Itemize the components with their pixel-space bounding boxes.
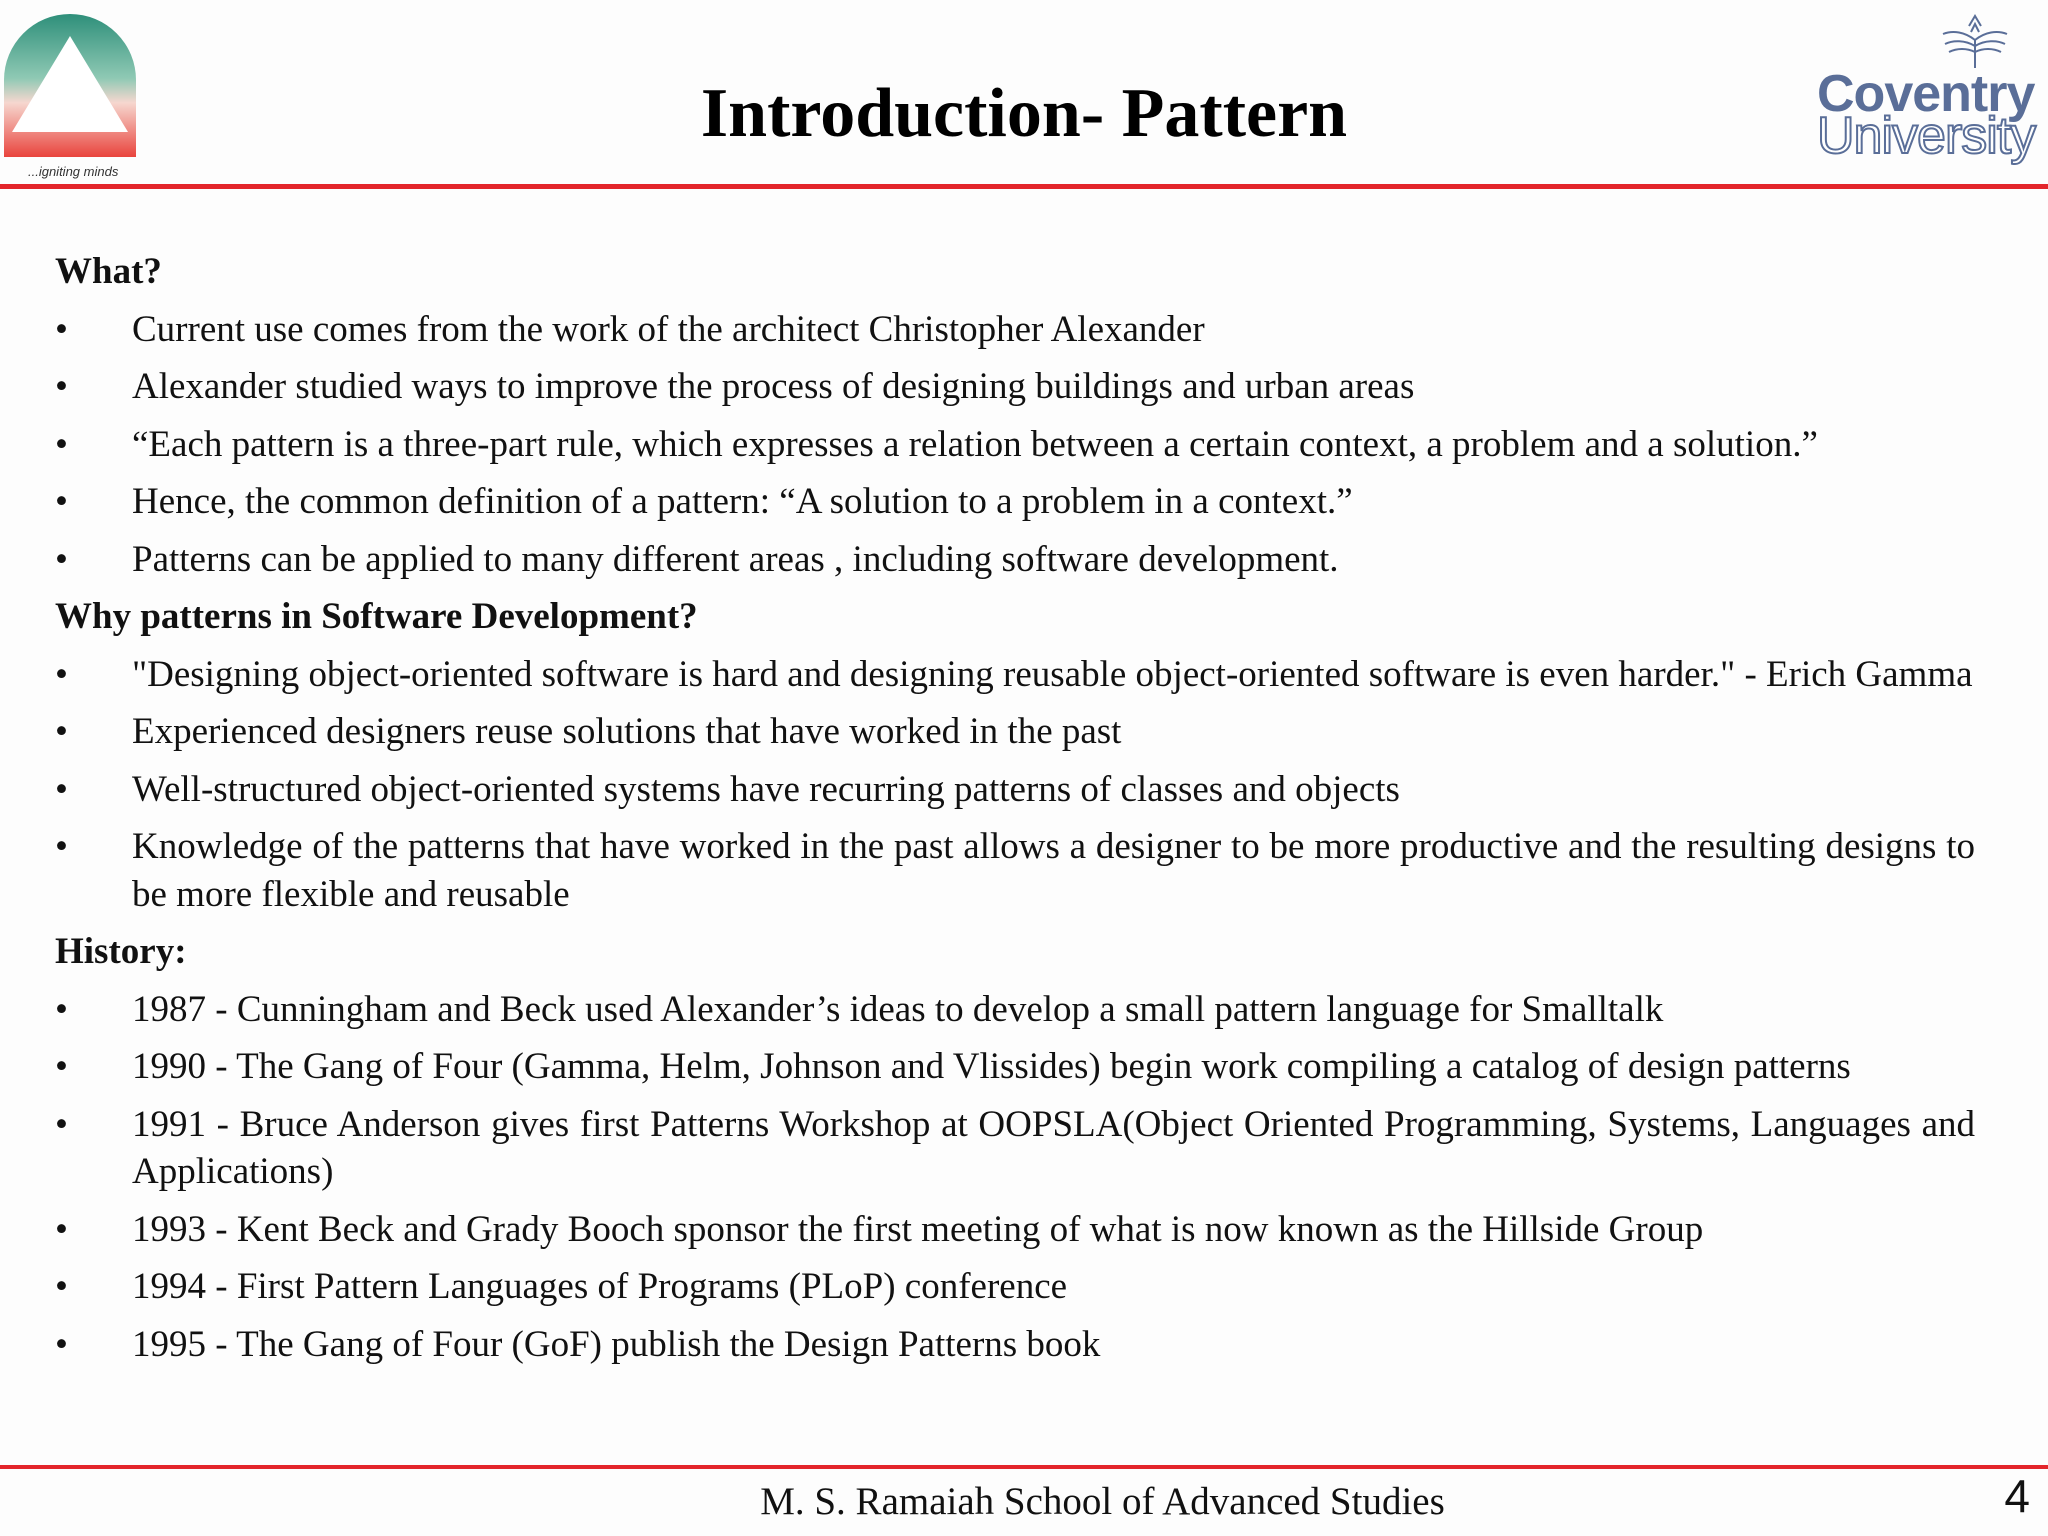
- bullet-dot-icon: •: [55, 1323, 68, 1365]
- bullet-text: Well-structured object-oriented systems have recurring patterns of classes and objects: [132, 768, 1400, 810]
- bullet-dot-icon: •: [55, 538, 68, 580]
- slide-title: Introduction- Pattern: [700, 75, 1348, 152]
- bullet-dot-icon: •: [55, 366, 68, 407]
- bullet-text: "Designing object-oriented software is hard and designing reusable object-oriented software is even harder." - Erich Gamma: [132, 653, 1973, 695]
- coventry-wordmark-line2: University: [1817, 107, 2036, 165]
- bullet-item: [55, 986, 1975, 1034]
- bullet-text: Hence, the common definition of a pattern: “A solution to a problem in a context.”: [132, 481, 1353, 522]
- bullet-dot-icon: •: [55, 1266, 68, 1307]
- bullet-list: [55, 986, 1975, 1369]
- bullet-item: [55, 363, 1975, 411]
- bullet-item: [55, 1206, 1975, 1254]
- bullet-text: Experienced designers reuse solutions that have worked in the past: [132, 711, 1122, 752]
- bullet-text: 1987 - Cunningham and Beck used Alexander’s ideas to develop a small pattern language for Smalltalk: [132, 988, 1664, 1030]
- section-what: [55, 248, 1975, 583]
- bullet-item: [55, 421, 1975, 469]
- footer-institution: M. S. Ramaiah School of Advanced Studies: [760, 1480, 1445, 1523]
- bullet-dot-icon: •: [55, 826, 68, 867]
- section-heading: Why patterns in Software Development?: [55, 596, 698, 637]
- bullet-text: Patterns can be applied to many different areas , including software development.: [132, 538, 1339, 580]
- bullet-item: [55, 823, 1975, 918]
- section-heading: History:: [55, 931, 187, 972]
- slide-content: [55, 248, 1975, 1378]
- section-history: [55, 928, 1975, 1368]
- bullet-text: 1994 - First Pattern Languages of Programs (PLoP) conference: [132, 1266, 1068, 1307]
- bullet-list: [55, 306, 1975, 584]
- bullet-item: [55, 1263, 1975, 1311]
- bullet-item: [55, 536, 1975, 584]
- bullet-dot-icon: •: [55, 653, 68, 695]
- section-heading: What?: [55, 251, 162, 292]
- bullet-dot-icon: •: [55, 711, 68, 752]
- bullet-item: [55, 1043, 1975, 1091]
- page-number: 4: [2004, 1470, 2030, 1522]
- bullet-item: [55, 651, 1975, 699]
- bullet-text: 1990 - The Gang of Four (Gamma, Helm, Johnson and Vlissides) begin work compiling a catalog of design patterns: [132, 1046, 1851, 1087]
- bullet-dot-icon: •: [55, 1103, 68, 1145]
- section-why: [55, 593, 1975, 918]
- bullet-item: [55, 478, 1975, 526]
- bullet-dot-icon: •: [55, 481, 68, 522]
- bullet-text: Knowledge of the patterns that have worked in the past allows a designer to be more productive and the resulting designs to be more flexible and reusable: [132, 826, 1975, 915]
- bullet-dot-icon: •: [55, 988, 68, 1030]
- footer-divider: [0, 1465, 2048, 1469]
- bullet-item: [55, 766, 1975, 814]
- header-divider: [0, 184, 2048, 189]
- coventry-wordmark-line1: Coventry: [1817, 65, 2035, 123]
- bullet-dot-icon: •: [55, 423, 68, 465]
- bullet-dot-icon: •: [55, 308, 68, 350]
- bullet-list: [55, 651, 1975, 919]
- bullet-text: 1993 - Kent Beck and Grady Booch sponsor the first meeting of what is now known as the Hillside Group: [132, 1208, 1704, 1250]
- bullet-dot-icon: •: [55, 768, 68, 810]
- bullet-text: Current use comes from the work of the architect Christopher Alexander: [132, 308, 1205, 350]
- bullet-dot-icon: •: [55, 1046, 68, 1087]
- coventry-logo: [1805, 10, 2036, 165]
- bullet-item: [55, 708, 1975, 756]
- bullet-text: Alexander studied ways to improve the process of designing buildings and urban areas: [132, 366, 1415, 407]
- bullet-text: 1995 - The Gang of Four (GoF) publish the Design Patterns book: [132, 1323, 1101, 1365]
- coventry-phoenix-crest-icon: [1935, 10, 2015, 70]
- logo-tagline: ...igniting minds: [28, 164, 119, 179]
- bullet-text: 1991 - Bruce Anderson gives first Patterns Workshop at OOPSLA(Object Oriented Programming, Systems, Languages and Applications): [132, 1103, 1975, 1192]
- bullet-item: [55, 1321, 1975, 1369]
- bullet-text: “Each pattern is a three-part rule, which expresses a relation between a certain context, a problem and a solution.”: [132, 423, 1818, 465]
- bullet-item: [55, 306, 1975, 354]
- bullet-dot-icon: •: [55, 1208, 68, 1250]
- bullet-item: [55, 1101, 1975, 1196]
